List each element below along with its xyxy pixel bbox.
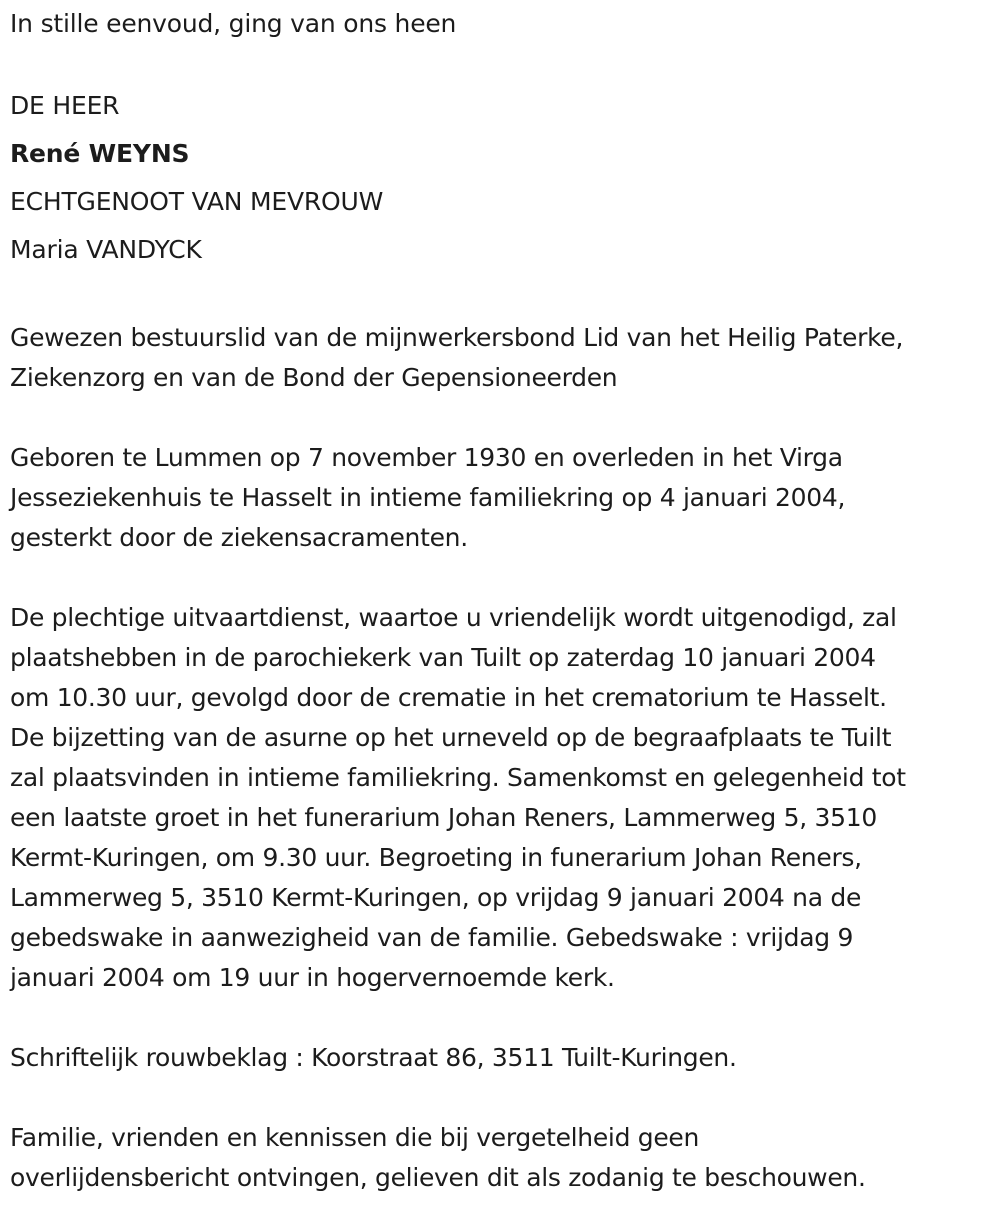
funeral-line: De plechtige uitvaartdienst, waartoe u vriendelijk wordt uitgenodigd, zal <box>10 603 897 632</box>
birth-death-line: Jesseziekenhuis te Hasselt in intieme familiekring op 4 januari 2004, <box>10 483 846 512</box>
birth-death-paragraph <box>10 438 990 558</box>
intro-text: In stille eenvoud, ging van ons heen <box>10 9 457 38</box>
funeral-line: De bijzetting van de asurne op het urneveld op de begraafplaats te Tuilt <box>10 723 892 752</box>
title-line: DE HEER <box>10 91 120 120</box>
funeral-line: plaatshebben in de parochiekerk van Tuilt op zaterdag 10 januari 2004 <box>10 643 876 672</box>
funeral-paragraph <box>10 598 990 998</box>
funeral-line: Kermt-Kuringen, om 9.30 uur. Begroeting in funerarium Johan Reners, <box>10 843 862 872</box>
funeral-line: gebedswake in aanwezigheid van de familie. Gebedswake : vrijdag 9 <box>10 923 854 952</box>
condolence-paragraph <box>10 1038 990 1078</box>
funeral-line: een laatste groet in het funerarium Johan Reners, Lammerweg 5, 3510 <box>10 803 877 832</box>
deceased-header <box>10 82 990 274</box>
spouse-name: Maria VANDYCK <box>10 235 202 264</box>
condolence-line: Schriftelijk rouwbeklag : Koorstraat 86, 3511 Tuilt-Kuringen. <box>10 1043 737 1072</box>
spouse-label: ECHTGENOOT VAN MEVROUW <box>10 187 384 216</box>
funeral-line: januari 2004 om 19 uur in hogervernoemde kerk. <box>10 963 615 992</box>
birth-death-line: gesterkt door de ziekensacramenten. <box>10 523 468 552</box>
roles-paragraph <box>10 318 990 398</box>
deceased-name: René WEYNS <box>10 139 190 168</box>
notice-line: Familie, vrienden en kennissen die bij vergetelheid geen <box>10 1123 700 1152</box>
notice-line: overlijdensbericht ontvingen, gelieven dit als zodanig te beschouwen. <box>10 1163 866 1192</box>
funeral-line: Lammerweg 5, 3510 Kermt-Kuringen, op vrijdag 9 januari 2004 na de <box>10 883 862 912</box>
roles-line: Ziekenzorg en van de Bond der Gepensioneerden <box>10 363 618 392</box>
funeral-line: om 10.30 uur, gevolgd door de crematie in het crematorium te Hasselt. <box>10 683 887 712</box>
birth-death-line: Geboren te Lummen op 7 november 1930 en overleden in het Virga <box>10 443 843 472</box>
funeral-line: zal plaatsvinden in intieme familiekring. Samenkomst en gelegenheid tot <box>10 763 906 792</box>
notice-paragraph <box>10 1118 990 1198</box>
roles-line: Gewezen bestuurslid van de mijnwerkersbond Lid van het Heilig Paterke, <box>10 323 904 352</box>
